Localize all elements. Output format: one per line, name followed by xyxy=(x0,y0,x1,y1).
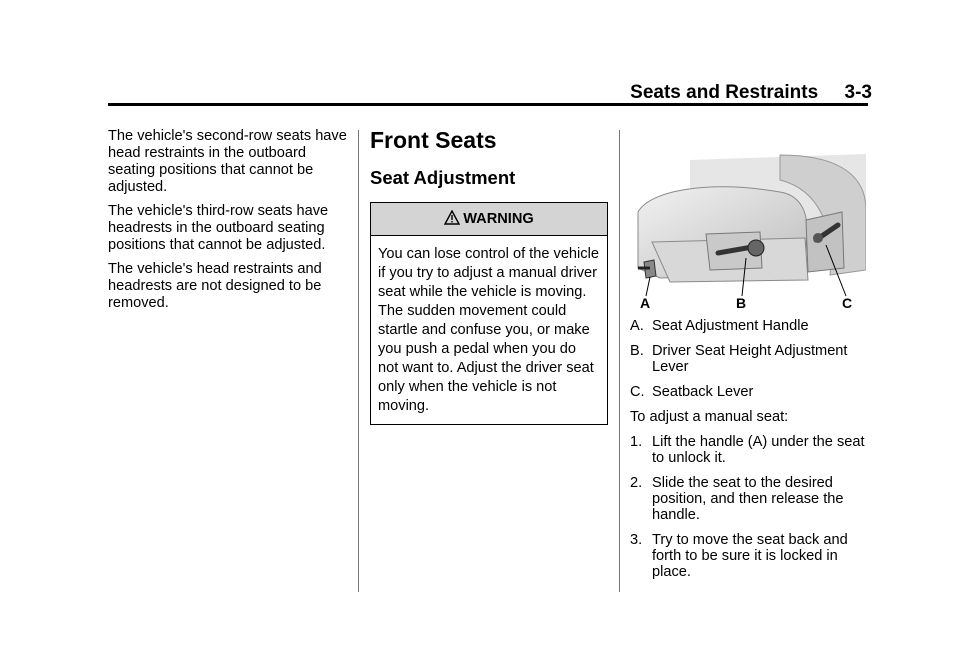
legend-marker: A. xyxy=(630,318,644,334)
steps-list xyxy=(630,434,870,580)
legend-item xyxy=(630,384,870,400)
seat-controls-illustration xyxy=(630,150,866,310)
steps-intro: To adjust a manual seat: xyxy=(630,409,789,425)
figure-label-c: C xyxy=(842,295,853,310)
figure-label-a: A xyxy=(640,295,651,310)
step-text: Lift the handle (A) under the seat to unlock it. xyxy=(652,434,865,466)
step-text: Slide the seat to the desired position, and then release the handle. xyxy=(652,475,844,523)
column-divider-1 xyxy=(358,130,359,592)
warning-icon xyxy=(444,210,460,229)
step-text: Try to move the seat back and forth to be sure it is locked in place. xyxy=(652,532,848,580)
figure-legend xyxy=(630,318,870,400)
step-number: 3. xyxy=(630,532,643,548)
legend-text: Driver Seat Height Adjustment Lever xyxy=(652,343,848,375)
paragraph: The vehicle's third-row seats have headrests in the outboard seating positions that cannot be adjusted. xyxy=(108,203,329,253)
step-item xyxy=(630,475,870,523)
step-item xyxy=(630,532,870,580)
figure-label-b: B xyxy=(736,295,747,310)
legend-text: Seat Adjustment Handle xyxy=(652,318,809,334)
column-divider-2 xyxy=(619,130,620,592)
legend-text: Seatback Lever xyxy=(652,384,754,400)
step-number: 1. xyxy=(630,434,643,450)
page-header-title: Seats and Restraints 3-3 xyxy=(630,82,872,103)
left-column xyxy=(108,128,348,319)
paragraph: The vehicle's head restraints and headrests are not designed to be removed. xyxy=(108,261,322,311)
paragraph: The vehicle's second-row seats have head restraints in the outboard seating positions that cannot be adjusted. xyxy=(108,128,347,195)
warning-text: You can lose control of the vehicle if you try to adjust a manual driver seat while the vehicle is moving. The sudden movement could startle and confuse you, or make you push a pedal when you do not want to. Adjust the driver seat only when the vehicle is not moving. xyxy=(378,246,599,414)
warning-header xyxy=(371,203,607,236)
legend-item xyxy=(630,318,870,334)
warning-box xyxy=(370,202,608,425)
subsection-heading: Seat Adjustment xyxy=(370,167,516,188)
right-column xyxy=(630,150,870,589)
section-heading: Front Seats xyxy=(370,127,497,153)
legend-marker: C. xyxy=(630,384,645,400)
legend-item xyxy=(630,343,870,375)
middle-column xyxy=(370,126,610,425)
header-rule xyxy=(108,103,868,106)
legend-marker: B. xyxy=(630,343,644,359)
warning-title: WARNING xyxy=(463,210,534,227)
step-item xyxy=(630,434,870,466)
step-number: 2. xyxy=(630,475,643,491)
